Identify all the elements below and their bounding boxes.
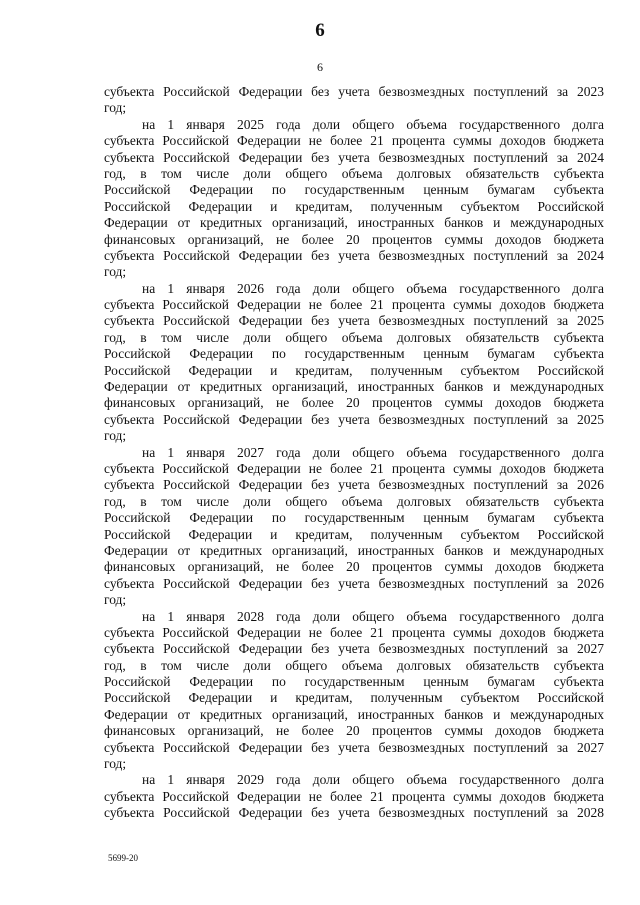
text-line: год; [104,756,127,772]
text-line: субъекта Российской Федерации не более 21 процента суммы доходов бюджета [104,788,604,804]
text-line: Российской Федерации по государственным ценным бумагам субъекта [104,674,604,690]
text-line: финансовых организаций, не более 20 процентов суммы доходов бюджета [104,723,604,739]
text-line: год; [104,264,127,280]
text-line: год, в том числе доли общего объема долговых обязательств субъекта [104,493,604,509]
text-line: субъекта Российской Федерации без учета безвозмездных поступлений за 2025 [104,313,604,329]
text-line: субъекта Российской Федерации не более 21 процента суммы доходов бюджета [104,297,604,313]
text-line: Федерации от кредитных организаций, иностранных банков и международных [104,215,604,231]
text-line: Российской Федерации по государственным ценным бумагам субъекта [104,510,604,526]
text-line: Российской Федерации и кредитам, полученным субъектом Российской [104,690,604,706]
text-line: финансовых организаций, не более 20 процентов суммы доходов бюджета [104,395,604,411]
text-line: год, в том числе доли общего объема долговых обязательств субъекта [104,165,604,181]
text-line: год, в том числе доли общего объема долговых обязательств субъекта [104,657,604,673]
text-line: Федерации от кредитных организаций, иностранных банков и международных [104,706,604,722]
text-line: Российской Федерации по государственным ценным бумагам субъекта [104,182,604,198]
text-line: Федерации от кредитных организаций, иностранных банков и международных [104,542,604,558]
text-line: год; [104,428,127,444]
text-line: субъекта Российской Федерации без учета безвозмездных поступлений за 2024 [104,247,604,263]
text-line: финансовых организаций, не более 20 процентов суммы доходов бюджета [104,559,604,575]
text-line: Федерации от кредитных организаций, иностранных банков и международных [104,379,604,395]
text-line: Российской Федерации и кредитам, полученным субъектом Российской [104,526,604,542]
text-line: субъекта Российской Федерации без учета безвозмездных поступлений за 2027 [104,739,604,755]
text-line: субъекта Российской Федерации не более 21 процента суммы доходов бюджета [104,133,604,149]
text-line: на 1 января 2027 года доли общего объема государственного долга [142,444,604,460]
text-line: Российской Федерации по государственным ценным бумагам субъекта [104,346,604,362]
text-line: Российской Федерации и кредитам, полученным субъектом Российской [104,362,604,378]
text-line: субъекта Российской Федерации не более 21 процента суммы доходов бюджета [104,624,604,640]
text-line: субъекта Российской Федерации без учета безвозмездных поступлений за 2028 [104,805,604,821]
text-line: год, в том числе доли общего объема долговых обязательств субъекта [104,329,604,345]
text-line: Российской Федерации и кредитам, полученным субъектом Российской [104,198,604,214]
text-line: субъекта Российской Федерации без учета безвозмездных поступлений за 2027 [104,641,604,657]
text-line: субъекта Российской Федерации без учета безвозмездных поступлений за 2026 [104,477,604,493]
text-line: субъекта Российской Федерации не более 21 процента суммы доходов бюджета [104,460,604,476]
page-number-top: 6 [315,20,325,41]
text-line: финансовых организаций, не более 20 процентов суммы доходов бюджета [104,231,604,247]
text-line: субъекта Российской Федерации без учета безвозмездных поступлений за 2024 [104,149,604,165]
text-line: на 1 января 2025 года доли общего объема государственного долга [142,116,604,132]
text-line: год; [104,100,127,116]
text-line: субъекта Российской Федерации без учета безвозмездных поступлений за 2026 [104,575,604,591]
text-line: год; [104,592,127,608]
document-body [104,84,604,822]
document-code: 5699-20 [108,853,138,863]
text-line: на 1 января 2028 года доли общего объема государственного долга [142,608,604,624]
page-number-inner: 6 [317,60,323,74]
text-line: субъекта Российской Федерации без учета безвозмездных поступлений за 2023 [104,84,604,99]
text-line: на 1 января 2029 года доли общего объема государственного долга [142,772,604,788]
text-line: субъекта Российской Федерации без учета безвозмездных поступлений за 2025 [104,411,604,427]
text-line: на 1 января 2026 года доли общего объема государственного долга [142,280,604,296]
